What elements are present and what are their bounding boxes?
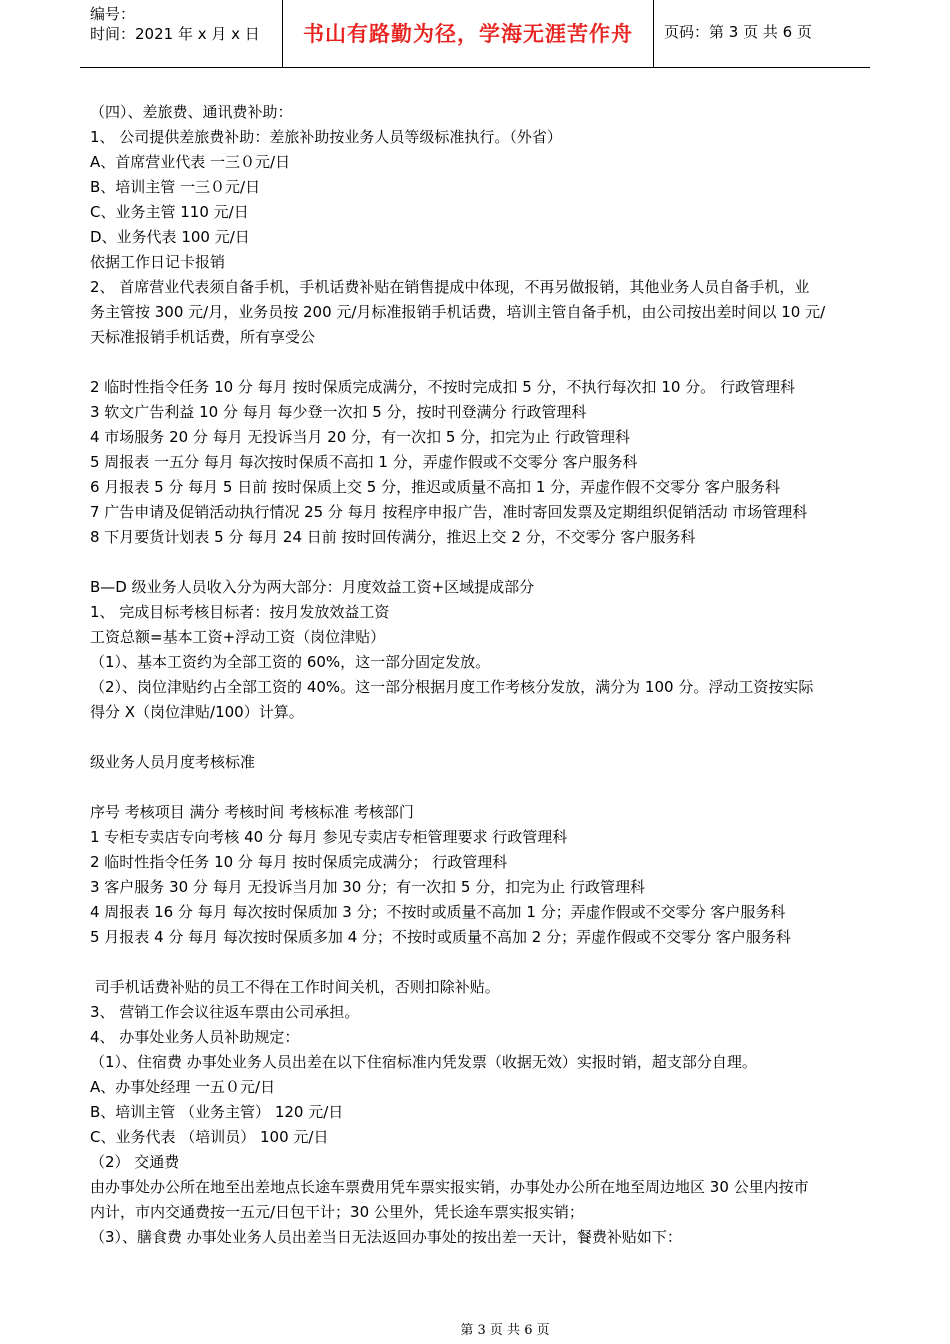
text-line: 3 客户服务 30 分 每月 无投诉当月加 30 分；有一次扣 5 分，扣完为止 行政管理科 xyxy=(90,878,645,896)
text-line: 得分 X（岗位津贴/100）计算。 xyxy=(90,703,304,721)
blank-line xyxy=(90,775,860,800)
document-body xyxy=(90,100,860,1250)
text-line: 级业务人员月度考核标准 xyxy=(90,753,256,771)
document-number-label: 编号： xyxy=(90,5,136,23)
text-line: 由办事处办公所在地至出差地点长途车票费用凭车票实报实销，办事处办公所在地至周边地区 30 公里内按市 xyxy=(90,1178,809,1196)
text-line: 序号 考核项目 满分 考核时间 考核标准 考核部门 xyxy=(90,803,414,821)
text-line: 1、 完成目标考核目标者：按月发放效益工资 xyxy=(90,603,390,621)
text-line: 内计，市内交通费按一五元/日包干计；30 公里外，凭长途车票实报实销； xyxy=(90,1203,584,1221)
header-info-cell xyxy=(80,0,282,68)
blank-line xyxy=(90,950,860,975)
text-line: （1）、基本工资约为全部工资的 60%，这一部分固定发放。 xyxy=(90,653,491,671)
text-line: 6 月报表 5 分 每月 5 日前 按时保质上交 5 分，推迟或质量不高扣 1 分，弄虚作假不交零分 客户服务科 xyxy=(90,478,780,496)
text-line: （1）、住宿费 办事处业务人员出差在以下住宿标准内凭发票（收据无效）实报时销，超支部分自理。 xyxy=(90,1053,757,1071)
text-line: 1 专柜专卖店专向考核 40 分 每月 参见专卖店专柜管理要求 行政管理科 xyxy=(90,828,568,846)
text-line: 务主管按 300 元/月，业务员按 200 元/月标准报销手机话费，培训主管自备手机，由公司按出差时间以 10 元/ xyxy=(90,303,826,321)
text-line: （2） 交通费 xyxy=(90,1153,180,1171)
text-line: B、培训主管 （业务主管） 120 元/日 xyxy=(90,1103,344,1121)
page-footer xyxy=(0,1323,950,1339)
text-line: B—D 级业务人员收入分为两大部分：月度效益工资+区域提成部分 xyxy=(90,578,535,596)
text-line: 4 周报表 16 分 每月 每次按时保质加 3 分；不按时或质量不高加 1 分；弄虚作假或不交零分 客户服务科 xyxy=(90,903,786,921)
header-motto-cell xyxy=(282,0,654,68)
page-header xyxy=(80,0,870,68)
text-line: 工资总额=基本工资+浮动工资（岗位津贴） xyxy=(90,628,386,646)
text-line: 3 软文广告利益 10 分 每月 每少登一次扣 5 分，按时刊登满分 行政管理科 xyxy=(90,403,587,421)
blank-line xyxy=(90,550,860,575)
text-line: （2）、岗位津贴约占全部工资的 40%。这一部分根据月度工作考核分发放，满分为 100 分。浮动工资按实际 xyxy=(90,678,814,696)
text-line: 5 月报表 4 分 每月 每次按时保质多加 4 分；不按时或质量不高加 2 分；弄虚作假或不交零分 客户服务科 xyxy=(90,928,791,946)
header-motto: 书山有路勤为径，学海无涯苦作舟 xyxy=(303,22,633,46)
text-line: （四）、差旅费、通讯费补助： xyxy=(90,103,293,121)
text-line: 7 广告申请及促销活动执行情况 25 分 每月 按程序申报广告，准时寄回发票及定期组织促销活动 市场管理科 xyxy=(90,503,808,521)
footer-page-number: 第 3 页 共 6 页 xyxy=(460,1323,550,1338)
text-line: 4 市场服务 20 分 每月 无投诉当月 20 分，有一次扣 5 分，扣完为止 行政管理科 xyxy=(90,428,630,446)
text-line: 2 临时性指令任务 10 分 每月 按时保质完成满分； 行政管理科 xyxy=(90,853,508,871)
text-line: A、首席营业代表 一三０元/日 xyxy=(90,153,291,171)
blank-line xyxy=(90,350,860,375)
text-line: B、培训主管 一三０元/日 xyxy=(90,178,261,196)
text-line: 8 下月要货计划表 5 分 每月 24 日前 按时回传满分，推迟上交 2 分，不交零分 客户服务科 xyxy=(90,528,696,546)
text-line: C、业务主管 110 元/日 xyxy=(90,203,249,221)
text-line: 1、 公司提供差旅费补助：差旅补助按业务人员等级标准执行。（外省） xyxy=(90,128,562,146)
text-line: 依据工作日记卡报销 xyxy=(90,253,226,271)
document-time-label: 时间：2021 年 x 月 x 日 xyxy=(90,25,260,43)
text-line: （3）、膳食费 办事处业务人员出差当日无法返回办事处的按出差一天计，餐费补贴如下： xyxy=(90,1228,682,1246)
text-line: 3、 营销工作会议往返车票由公司承担。 xyxy=(90,1003,360,1021)
header-page-cell xyxy=(654,0,870,68)
text-line: 司手机话费补贴的员工不得在工作时间关机，否则扣除补贴。 xyxy=(90,978,500,996)
text-line: 2 临时性指令任务 10 分 每月 按时保质完成满分，不按时完成扣 5 分，不执行每次扣 10 分。 行政管理科 xyxy=(90,378,795,396)
text-line: D、业务代表 100 元/日 xyxy=(90,228,250,246)
text-line: 5 周报表 一五分 每月 每次按时保质不高扣 1 分，弄虚作假或不交零分 客户服务科 xyxy=(90,453,638,471)
header-page-number: 页码：第 3 页 共 6 页 xyxy=(664,23,812,41)
text-line: 4、 办事处业务人员补助规定： xyxy=(90,1028,300,1046)
text-line: 天标准报销手机话费，所有享受公 xyxy=(90,328,316,346)
text-line: C、业务代表 （培训员） 100 元/日 xyxy=(90,1128,329,1146)
text-line: 2、 首席营业代表须自备手机，手机话费补贴在销售提成中体现，不再另做报销，其他业务人员自备手机，业 xyxy=(90,278,810,296)
text-line: A、办事处经理 一五０元/日 xyxy=(90,1078,276,1096)
blank-line xyxy=(90,725,860,750)
